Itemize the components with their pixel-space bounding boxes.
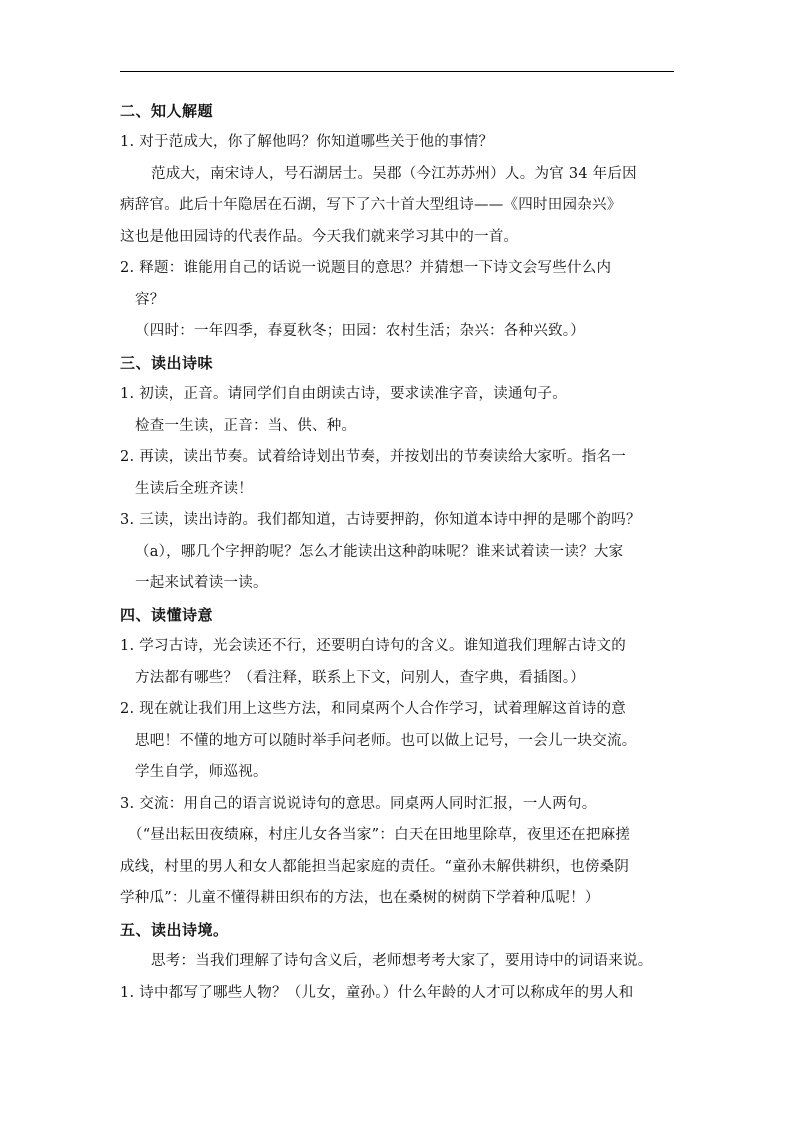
section-heading-5: 五、读出诗境。	[120, 921, 229, 939]
list-item: 2. 再读，读出节奏。试着给诗划出节奏，并按划出的节奏读给大家听。指名一	[120, 449, 626, 465]
paragraph-line: 病辞官。此后十年隐居在石湖，写下了六十首大型组诗——《四时田园杂兴》	[120, 197, 622, 213]
list-item: 2. 现在就让我们用上这些方法，和同桌两个人合作学习，试着理解这首诗的意	[120, 701, 626, 717]
paragraph-line: 思吧！不懂的地方可以随时举手问老师。也可以做上记号，一会儿一块交流。	[135, 733, 637, 749]
paragraph-line: 学种瓜”：儿童不懂得耕田织布的方法，也在桑树的树荫下学着种瓜呢！）	[120, 890, 600, 906]
paragraph-line: （a），哪几个字押韵呢？怎么才能读出这种韵味呢？谁来试着读一读？大家	[135, 544, 624, 560]
question-1: 1. 对于范成大，你了解他吗？你知道哪些关于他的事情？	[120, 134, 494, 150]
paragraph-line: （四时：一年四季，春夏秋冬；田园：农村生活；杂兴：各种兴致。）	[135, 323, 585, 339]
paragraph-line: 方法都有哪些？（看注释，联系上下文，问别人，查字典，看插图。）	[135, 670, 585, 686]
paragraph-line: （“昼出耘田夜绩麻，村庄儿女各当家”：白天在田地里除草，夜里还在把麻搓	[128, 827, 631, 843]
header-rule	[120, 71, 674, 72]
paragraph-line: 范成大，南宋诗人，号石湖居士。吴郡（今江苏苏州）人。为官 34 年后因	[151, 166, 637, 182]
list-item: 1. 学习古诗，光会读还不行，还要明白诗句的含义。谁知道我们理解古诗文的	[120, 638, 626, 654]
paragraph-line: 检查一生读，正音：当、供、种。	[135, 418, 357, 434]
paragraph-line: 思考：当我们理解了诗句含义后，老师想考考大家了，要用诗中的词语来说。	[151, 953, 653, 969]
section-heading-4: 四、读懂诗意	[120, 606, 214, 624]
list-item: 3. 三读，读出诗韵。我们都知道，古诗要押韵，你知道本诗中押的是哪个韵吗？	[120, 512, 641, 528]
paragraph-line: 学生自学，师巡视。	[135, 764, 268, 780]
paragraph-line: 容？	[135, 292, 165, 308]
list-item: 1. 初读，正音。请同学们自由朗读古诗，要求读准字音，读通句子。	[120, 386, 567, 402]
section-heading-2: 二、知人解题	[120, 102, 214, 120]
paragraph-line: 这也是他田园诗的代表作品。今天我们就来学习其中的一首。	[120, 229, 519, 245]
paragraph-line: 一起来试着读一读。	[135, 575, 268, 591]
paragraph-line: 成线，村里的男人和女人都能担当起家庭的责任。“童孙未解供耕织，也傍桑阴	[120, 859, 630, 875]
list-item: 1. 诗中都写了哪些人物？（儿女，童孙。）什么年龄的人才可以称成年的男人和	[120, 985, 634, 1001]
question-2: 2. 释题：谁能用自己的话说一说题目的意思？并猜想一下诗文会写些什么内	[120, 260, 612, 276]
paragraph-line: 生读后全班齐读！	[135, 481, 253, 497]
section-heading-3: 三、读出诗味	[120, 354, 214, 372]
list-item: 3. 交流：用自己的语言说说诗句的意思。同桌两人同时汇报，一人两句。	[120, 796, 597, 812]
